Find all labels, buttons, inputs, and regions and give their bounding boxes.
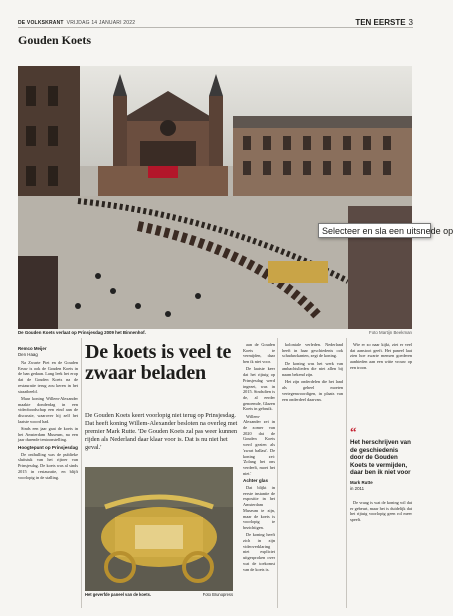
paragraph: Wie er zo naar kijkt, ziet er veel dat aanstoot geeft. Het paneel laat zien hoe zwarte mensen goederen aanbieden aan een witte vrouw op een troon. [350,342,412,370]
paragraph: De koning was het werk van ambachtslieden die niet allen bij naam bekend zijn. [282,360,343,378]
byline [18,346,47,357]
coach-panel-photo [85,467,233,591]
paragraph: aan de Gouden Koets te vermijden, daar ben ik niet voor. [243,342,275,365]
paragraph: De vraag is wat de koning wil dat er gebeurt, maar het is duidelijk dat het rijtuig voorlopig geen rol meer speelt. [350,500,412,523]
body-column-5b [350,500,412,524]
select-and-save-crop-popup[interactable]: Selecteer en sla een uitsnede op [318,223,431,238]
paragraph: Het zijn onderdelen die het land als geheel moeten vertegenwoordigen, in plaats van een onderdeel daarvan. [282,379,343,402]
body-column-1 [18,360,78,482]
paragraph: De koning heeft zich in zijn videoverklaring niet expliciet uitgesproken over wat de toekomst van de koets is. [243,532,275,572]
headline: De koets is veel te zwaar beladen [85,341,232,384]
paragraph: De laatste keer dat het rijtuig op Prinsjesdag werd ingezet, was in 2015. Sindsdien is de, al eerder genoemde, Glazen Koets in gebruik. [243,366,275,412]
quote-author: Mark Rutte [350,479,373,485]
masthead [18,20,135,26]
paragraph: koloniale verleden. Nederland heeft in haar geschiedenis ook schaduwkanten, zegt de koning. [282,342,343,359]
small-photo-credit: Foto Brunopress [202,592,233,597]
pull-quote [350,424,412,491]
dateline: Den Haag [18,351,38,357]
main-photo [18,66,412,329]
quote-mark-icon: “ [350,424,357,439]
article-section-title: Gouden Koets [18,33,92,47]
paragraph: De onthulling was de publieke sluitstuk van het rijtoer van Prinsjesdag. De koets was al sinds 2015 in restauratie, en blijft voorlopig in de stalling. [18,451,78,480]
quote-attribution [350,480,412,491]
page-number: 3 [408,18,413,27]
binnenhof-illustration [18,66,412,329]
column-divider [346,338,347,608]
small-photo-caption [85,592,233,597]
author-name: Remco Meijer [18,346,47,351]
page-header [18,18,413,28]
column-divider [81,338,82,608]
paragraph: Na Zwarte Piet en de Gouden Eeuw is ook de Gouden Koets in de ban gedaan. Lang leek het erop dat de Gouden Koets na de restauratie terug zou keren in het straatbeeld. [18,360,78,394]
body-column-3 [243,342,275,574]
quote-year: in 2011 [350,485,365,491]
small-caption-text: Het geverfde paneel van de koets. [85,592,151,597]
quote-text: Het herschrijven van de geschiedenis door de Gouden Koets te vermijden, daar ben ik niet voor [350,439,411,477]
paragraph: Sinds een jaar gaat de koets in het Amsterdam Museum, na een jaar durende tentoonstelling. [18,425,78,443]
caption-text: De Gouden Koets verlaat op Prinsjesdag 2009 het Binnenhof. [18,330,146,335]
golden-coach-illustration [85,467,233,591]
section-name: TEN EERSTE [355,18,406,27]
subheading: Hoogtepunt op Prinsjesdag [18,445,78,451]
paper-name: DE VOLKSKRANT [18,19,64,26]
intro-paragraph: De Gouden Koets keert voorlopig niet terug op Prinsjesdag. Dat heeft koning Willem-Alexander besloten na overleg met premier Mark Rutte. 'De Gouden Koets zal pas weer kunnen rijden als Nederland daar klaar voor is. Dat is nu niet het geval.' [85,412,238,451]
photo-credit: Foto Martijn Beekman [369,330,412,335]
body-column-4 [282,342,343,404]
body-column-5 [350,342,412,372]
section-label [355,18,413,27]
subheading: Achter glas [243,478,269,484]
column-divider [277,338,278,608]
paragraph: Maar koning Willem-Alexander maakte donderdag in een videoboodschap een eind aan de discussie, waarover hij zelf het laatste woord had. [18,395,78,424]
paragraph: Dat blijkt in eerste instantie de expositie in het Amsterdam Museum te zijn, maar de koets is voorlopig te bezichtigen. [243,485,275,530]
paragraph: Willem-Alexander zei in de zomer van 2020 dat de Gouden Koets werd gezien als 'zwart ballast'. De koning zei: 'Zolang het ons verdeelt, moet het niet.' [243,413,275,476]
issue-date: VRIJDAG 14 JANUARI 2022 [66,19,136,26]
photo-caption [18,330,412,335]
